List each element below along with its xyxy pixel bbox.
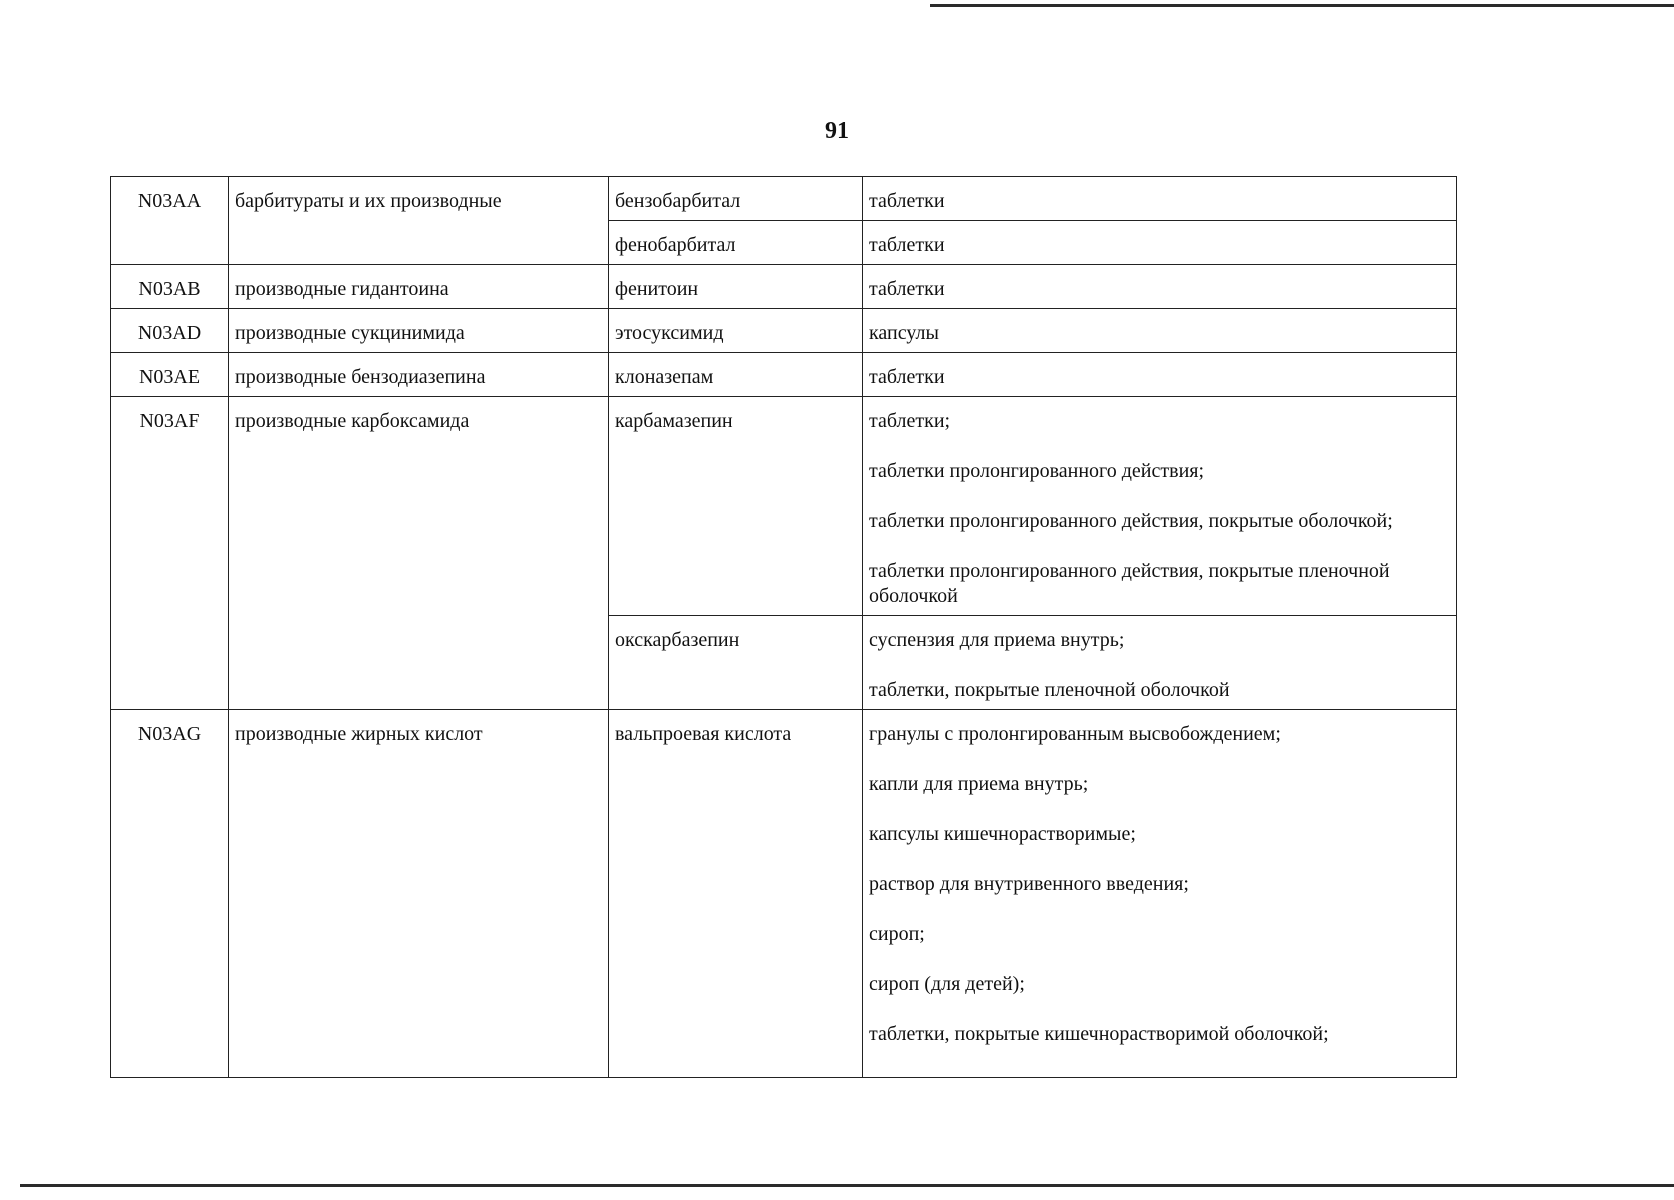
drug-name-cell: окскарбазепин <box>609 616 863 710</box>
dosage-form: таблетки пролонгированного действия, покрытые оболочкой; <box>869 510 1393 532</box>
bottom-rule <box>20 1184 1674 1187</box>
table-row <box>111 177 1457 221</box>
dosage-form: таблетки, покрытые кишечнорастворимой оболочкой; <box>869 1023 1329 1045</box>
group-name-cell: производные карбоксамида <box>229 397 609 710</box>
atc-code-cell: N03AF <box>111 397 229 710</box>
drug-name-cell: фенобарбитал <box>609 221 863 265</box>
drug-name-cell: бензобарбитал <box>609 177 863 221</box>
atc-code-cell: N03AB <box>111 265 229 309</box>
drug-name-cell: карбамазепин <box>609 397 863 616</box>
drug-table <box>110 176 1457 1078</box>
dosage-form: сироп; <box>869 923 925 945</box>
group-name-cell: производные гидантоина <box>229 265 609 309</box>
dosage-forms-cell <box>863 221 1457 265</box>
dosage-form: гранулы с пролонгированным высвобождением; <box>869 723 1281 745</box>
dosage-form: таблетки, покрытые пленочной оболочкой <box>869 679 1230 701</box>
dosage-form: сироп (для детей); <box>869 973 1025 995</box>
dosage-form: таблетки <box>869 278 945 300</box>
dosage-forms-cell <box>863 710 1457 1078</box>
table-row <box>111 265 1457 309</box>
drug-name-cell: фенитоин <box>609 265 863 309</box>
dosage-forms-cell <box>863 309 1457 353</box>
table-row <box>111 353 1457 397</box>
dosage-forms-cell <box>863 616 1457 710</box>
atc-code-cell: N03AA <box>111 177 229 265</box>
dosage-forms-cell <box>863 265 1457 309</box>
atc-code-cell: N03AD <box>111 309 229 353</box>
dosage-form: таблетки пролонгированного действия; <box>869 460 1205 482</box>
dosage-forms-cell <box>863 353 1457 397</box>
table-row <box>111 309 1457 353</box>
drug-name-cell: клоназепам <box>609 353 863 397</box>
drug-table-body <box>111 177 1457 1078</box>
group-name-cell: производные сукцинимида <box>229 309 609 353</box>
group-name-cell: производные жирных кислот <box>229 710 609 1078</box>
dosage-forms-cell <box>863 177 1457 221</box>
dosage-form: суспензия для приема внутрь; <box>869 629 1125 651</box>
drug-name-cell: этосуксимид <box>609 309 863 353</box>
page-number: 91 <box>825 118 849 144</box>
group-name-cell: производные бензодиазепина <box>229 353 609 397</box>
dosage-form: таблетки; <box>869 410 951 432</box>
dosage-form: таблетки <box>869 366 945 388</box>
dosage-form: таблетки <box>869 190 945 212</box>
dosage-form: капсулы кишечнорастворимые; <box>869 823 1136 845</box>
top-rule <box>930 4 1674 7</box>
dosage-form: капли для приема внутрь; <box>869 773 1089 795</box>
atc-code-cell: N03AE <box>111 353 229 397</box>
atc-code-cell: N03AG <box>111 710 229 1078</box>
dosage-form: таблетки <box>869 234 945 256</box>
dosage-form: капсулы <box>869 322 939 344</box>
dosage-form: раствор для внутривенного введения; <box>869 873 1189 895</box>
group-name-cell: барбитураты и их производные <box>229 177 609 265</box>
table-row <box>111 710 1457 1078</box>
table-row <box>111 397 1457 616</box>
dosage-forms-cell <box>863 397 1457 616</box>
drug-name-cell: вальпроевая кислота <box>609 710 863 1078</box>
dosage-form: таблетки пролонгированного действия, покрытые пленочной оболочкой <box>869 560 1390 607</box>
